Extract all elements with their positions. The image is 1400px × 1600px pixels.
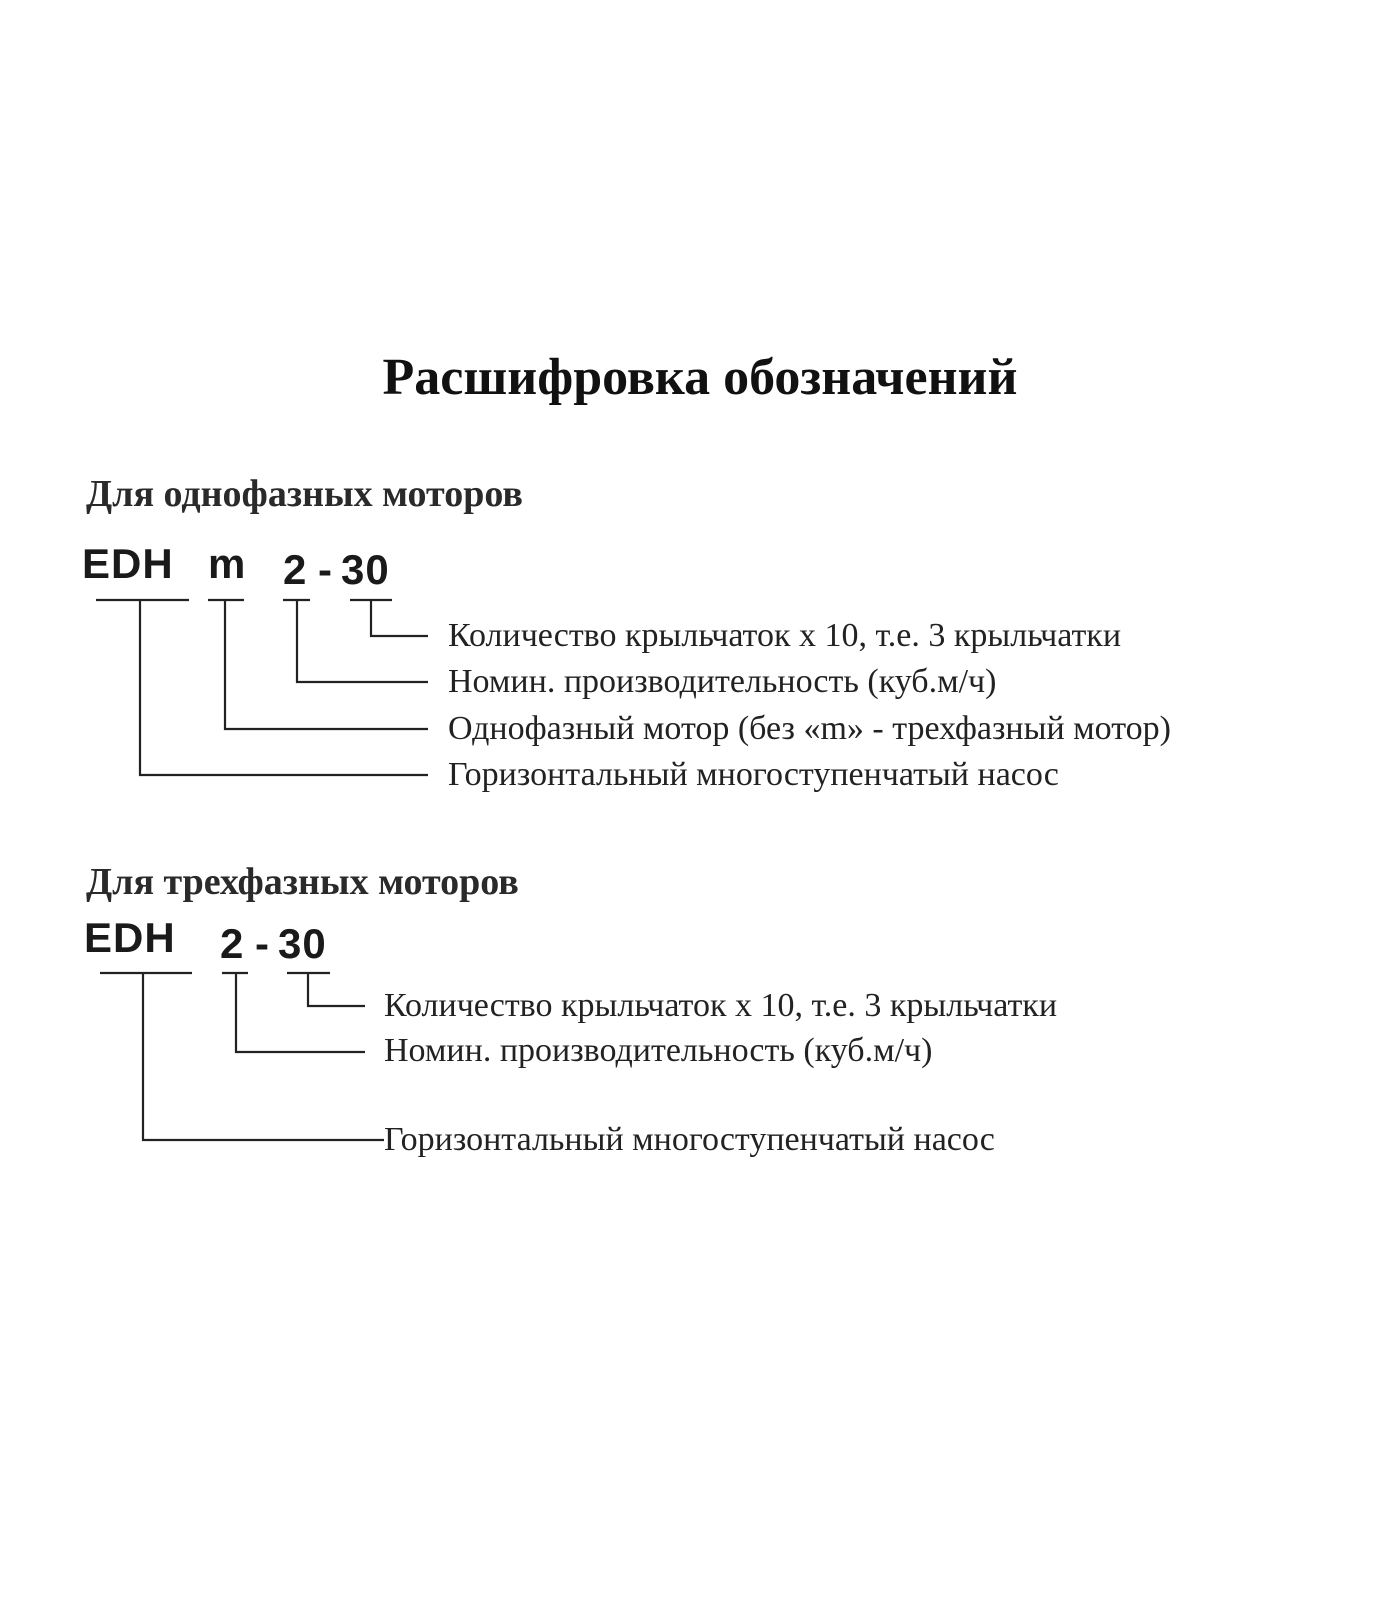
single-phase-leader-stages [371,600,428,636]
three-phase-leader-series [143,973,384,1140]
single-phase-code-flow: 2 [283,546,308,593]
three-phase-code-flow: 2 [220,920,245,967]
single-phase-code-motor: m [208,540,247,587]
single-phase-desc-flow: Номин. производительность (куб.м/ч) [448,663,997,700]
single-phase-code-dash: - [318,546,333,593]
single-phase-desc-motor: Однофазный мотор (без «m» - трехфазный мотор) [448,710,1171,747]
three-phase-leader-flow [236,973,365,1052]
single-phase-desc-stages: Количество крыльчаток х 10, т.е. 3 крыльчатки [448,617,1122,654]
single-phase-leader-motor [225,600,428,729]
three-phase-heading: Для трехфазных моторов [86,861,519,903]
single-phase-code-stages: 30 [341,546,390,593]
single-phase-leader-series [140,600,428,775]
single-phase-heading: Для однофазных моторов [86,473,523,515]
three-phase-desc-flow: Номин. производительность (куб.м/ч) [384,1032,933,1069]
single-phase-leader-flow [297,600,428,682]
page-title: Расшифровка обозначений [382,349,1018,406]
three-phase-desc-stages: Количество крыльчаток х 10, т.е. 3 крыльчатки [384,987,1058,1024]
three-phase-code-stages: 30 [278,920,327,967]
three-phase-code-series: EDH [84,914,176,961]
three-phase-code-dash: - [255,920,270,967]
three-phase-leader-stages [308,973,365,1006]
three-phase-desc-series: Горизонтальный многоступенчатый насос [384,1121,995,1158]
single-phase-code-series: EDH [82,540,174,587]
single-phase-desc-series: Горизонтальный многоступенчатый насос [448,756,1059,793]
